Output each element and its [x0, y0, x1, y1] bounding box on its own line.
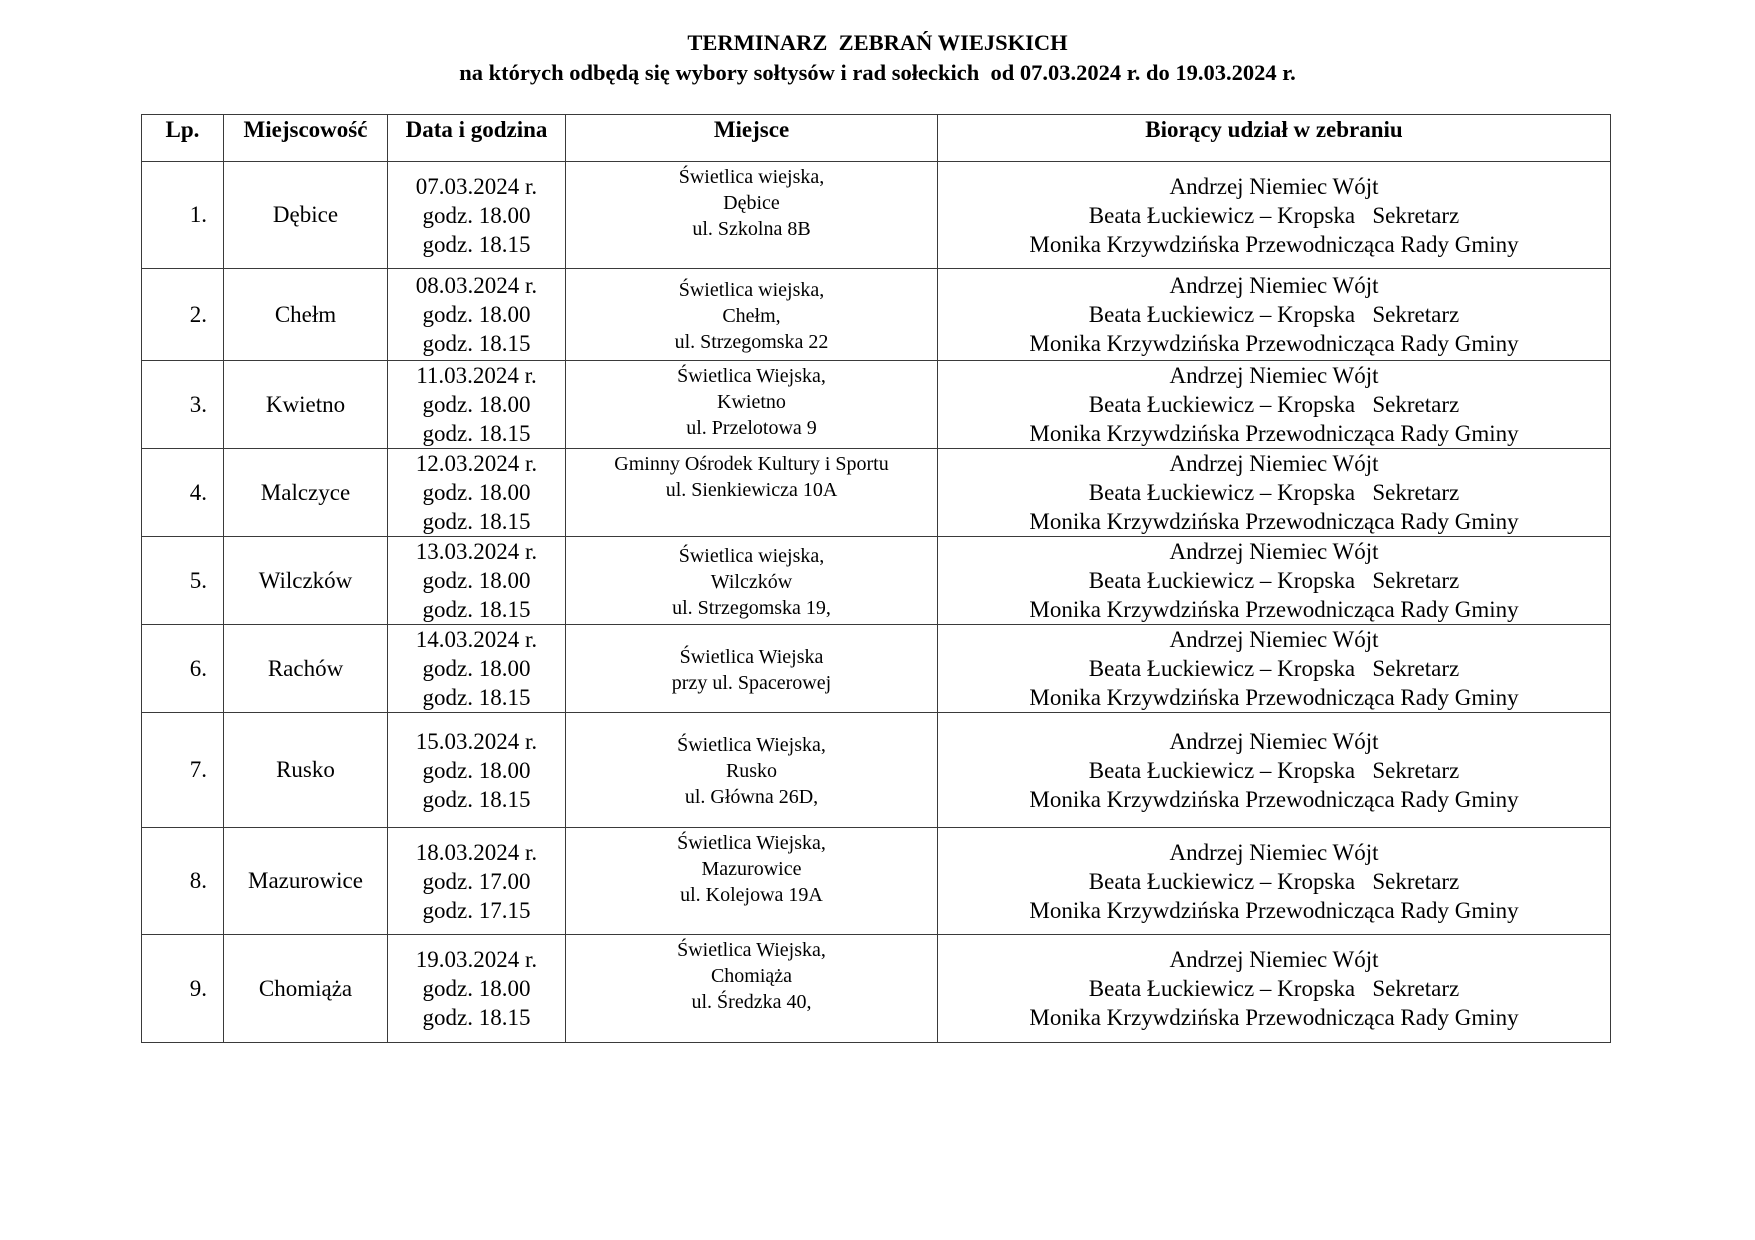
place-line: Gminny Ośrodek Kultury i Sportu	[614, 453, 889, 475]
date-time-line: godz. 17.15	[422, 897, 531, 923]
row-town: Rusko	[224, 713, 388, 828]
row-attendees	[938, 537, 1611, 625]
row-number: 8.	[142, 828, 224, 935]
row-date-time	[388, 713, 566, 828]
header-date: Data i godzina	[388, 115, 566, 162]
table-row	[142, 269, 1611, 361]
place-line: Świetlica Wiejska,	[677, 734, 826, 756]
row-attendees	[938, 162, 1611, 269]
row-town: Wilczków	[224, 537, 388, 625]
date-time-line: godz. 18.00	[422, 757, 531, 783]
row-town: Mazurowice	[224, 828, 388, 935]
date-time-line: godz. 18.15	[422, 421, 531, 446]
place-line: Kwietno	[717, 391, 786, 413]
date-time-line: 12.03.2024 r.	[415, 451, 538, 476]
place-line: Chomiąża	[710, 965, 793, 987]
place-line: Dębice	[723, 192, 780, 214]
row-town: Dębice	[224, 162, 388, 269]
date-time-line: 15.03.2024 r.	[415, 728, 538, 754]
title-line-2: na których odbędą się wybory sołtysów i rad sołeckich od 07.03.2024 r. do 19.03.2024 r.	[459, 60, 1296, 85]
attendee-line: Andrzej Niemiec Wójt	[1169, 363, 1379, 388]
table-row	[142, 625, 1611, 713]
attendee-line: Monika Krzywdzińska Przewodnicząca Rady Gminy	[1029, 509, 1519, 534]
row-number: 1.	[142, 162, 224, 269]
row-date-time	[388, 449, 566, 537]
attendee-line: Monika Krzywdzińska Przewodnicząca Rady Gminy	[1029, 897, 1519, 923]
row-attendees	[938, 449, 1611, 537]
attendee-line: Andrzej Niemiec Wójt	[1169, 839, 1379, 865]
row-date-time	[388, 361, 566, 449]
row-place	[566, 269, 938, 361]
header-attendees: Biorący udział w zebraniu	[938, 115, 1611, 162]
row-number: 3.	[142, 361, 224, 449]
place-line: Świetlica wiejska,	[678, 544, 825, 567]
attendee-line: Monika Krzywdzińska Przewodnicząca Rady Gminy	[1029, 597, 1519, 622]
row-number: 9.	[142, 935, 224, 1043]
row-place	[566, 713, 938, 828]
date-time-line: 11.03.2024 r.	[416, 363, 537, 388]
row-place	[566, 162, 938, 269]
place-line: Świetlica wiejska,	[678, 278, 825, 301]
attendee-line: Beata Łuckiewicz – Kropska Sekretarz	[1088, 392, 1460, 417]
meetings-schedule-table	[141, 114, 1611, 1043]
row-date-time	[388, 537, 566, 625]
date-time-line: godz. 18.15	[422, 685, 531, 710]
attendee-line: Monika Krzywdzińska Przewodnicząca Rady Gminy	[1029, 685, 1519, 710]
row-date-time	[388, 625, 566, 713]
date-time-line: godz. 18.00	[422, 480, 531, 505]
date-time-line: godz. 18.15	[422, 331, 531, 356]
row-town: Kwietno	[224, 361, 388, 449]
attendee-line: Beata Łuckiewicz – Kropska Sekretarz	[1088, 976, 1460, 1001]
row-place	[566, 449, 938, 537]
attendee-line: Beata Łuckiewicz – Kropska Sekretarz	[1088, 757, 1460, 783]
date-time-line: godz. 18.15	[422, 1005, 531, 1030]
attendee-line: Monika Krzywdzińska Przewodnicząca Rady Gminy	[1029, 231, 1519, 257]
table-row	[142, 935, 1611, 1043]
row-attendees	[938, 361, 1611, 449]
place-line: Chełm,	[722, 304, 781, 327]
attendee-line: Andrzej Niemiec Wójt	[1169, 539, 1379, 564]
date-time-line: godz. 18.00	[422, 392, 531, 417]
row-number: 6.	[142, 625, 224, 713]
attendee-line: Monika Krzywdzińska Przewodnicząca Rady Gminy	[1029, 786, 1519, 812]
document-title	[0, 28, 1755, 88]
attendee-line: Beata Łuckiewicz – Kropska Sekretarz	[1088, 302, 1460, 327]
table-body	[142, 162, 1611, 1043]
date-time-line: 13.03.2024 r.	[415, 539, 538, 564]
place-line: ul. Szkolna 8B	[692, 218, 811, 240]
header-lp: Lp.	[142, 115, 224, 162]
row-attendees	[938, 713, 1611, 828]
table-row	[142, 828, 1611, 935]
date-time-line: 08.03.2024 r.	[415, 273, 538, 298]
table-row	[142, 537, 1611, 625]
date-time-line: godz. 18.00	[422, 568, 531, 593]
attendee-line: Andrzej Niemiec Wójt	[1169, 947, 1379, 972]
place-line: Świetlica wiejska,	[678, 166, 825, 188]
date-time-line: godz. 18.15	[422, 509, 531, 534]
place-line: ul. Przelotowa 9	[686, 417, 817, 439]
table-row	[142, 713, 1611, 828]
date-time-line: 14.03.2024 r.	[415, 627, 538, 652]
row-attendees	[938, 935, 1611, 1043]
attendee-line: Andrzej Niemiec Wójt	[1169, 173, 1379, 199]
row-number: 4.	[142, 449, 224, 537]
row-attendees	[938, 625, 1611, 713]
row-date-time	[388, 935, 566, 1043]
row-town: Chomiąża	[224, 935, 388, 1043]
table-row	[142, 361, 1611, 449]
attendee-line: Monika Krzywdzińska Przewodnicząca Rady Gminy	[1029, 421, 1519, 446]
place-line: Mazurowice	[701, 858, 802, 880]
row-date-time	[388, 162, 566, 269]
row-date-time	[388, 269, 566, 361]
table-header-row	[142, 115, 1611, 162]
row-number: 5.	[142, 537, 224, 625]
row-attendees	[938, 828, 1611, 935]
date-time-line: godz. 18.00	[422, 976, 531, 1001]
row-number: 2.	[142, 269, 224, 361]
row-town: Malczyce	[224, 449, 388, 537]
attendee-line: Beata Łuckiewicz – Kropska Sekretarz	[1088, 868, 1460, 894]
row-place	[566, 361, 938, 449]
attendee-line: Andrzej Niemiec Wójt	[1169, 273, 1379, 298]
date-time-line: godz. 18.15	[422, 597, 531, 622]
date-time-line: godz. 18.00	[422, 202, 531, 228]
attendee-line: Beata Łuckiewicz – Kropska Sekretarz	[1088, 568, 1460, 593]
attendee-line: Andrzej Niemiec Wójt	[1169, 728, 1379, 754]
row-place	[566, 935, 938, 1043]
place-line: Świetlica Wiejska	[679, 645, 824, 668]
row-number: 7.	[142, 713, 224, 828]
header-town: Miejscowość	[224, 115, 388, 162]
row-place	[566, 537, 938, 625]
row-date-time	[388, 828, 566, 935]
row-attendees	[938, 269, 1611, 361]
place-line: przy ul. Spacerowej	[671, 671, 832, 694]
date-time-line: godz. 18.00	[422, 302, 531, 327]
place-line: ul. Strzegomska 22	[674, 330, 829, 353]
attendee-line: Beata Łuckiewicz – Kropska Sekretarz	[1088, 656, 1460, 681]
place-line: ul. Strzegomska 19,	[672, 596, 831, 619]
place-line: ul. Główna 26D,	[684, 786, 819, 808]
place-line: Rusko	[725, 760, 778, 782]
date-time-line: 19.03.2024 r.	[415, 947, 538, 972]
place-line: Wilczków	[710, 570, 793, 593]
attendee-line: Andrzej Niemiec Wójt	[1169, 451, 1379, 476]
table-row	[142, 162, 1611, 269]
attendee-line: Andrzej Niemiec Wójt	[1169, 627, 1379, 652]
table-row	[142, 449, 1611, 537]
attendee-line: Beata Łuckiewicz – Kropska Sekretarz	[1088, 202, 1460, 228]
date-time-line: 07.03.2024 r.	[415, 173, 538, 199]
attendee-line: Beata Łuckiewicz – Kropska Sekretarz	[1088, 480, 1460, 505]
date-time-line: godz. 18.15	[422, 786, 531, 812]
place-line: Świetlica Wiejska,	[677, 939, 826, 961]
row-place	[566, 828, 938, 935]
row-town: Chełm	[224, 269, 388, 361]
date-time-line: godz. 17.00	[422, 868, 531, 894]
place-line: ul. Kolejowa 19A	[680, 884, 823, 906]
title-line-1: TERMINARZ ZEBRAŃ WIEJSKICH	[687, 30, 1068, 55]
date-time-line: godz. 18.15	[422, 231, 531, 257]
row-town: Rachów	[224, 625, 388, 713]
attendee-line: Monika Krzywdzińska Przewodnicząca Rady Gminy	[1029, 1005, 1519, 1030]
date-time-line: 18.03.2024 r.	[415, 839, 538, 865]
place-line: Świetlica Wiejska,	[677, 832, 826, 854]
header-place: Miejsce	[566, 115, 938, 162]
place-line: Świetlica Wiejska,	[677, 365, 826, 387]
place-line: ul. Średzka 40,	[691, 991, 812, 1013]
place-line: ul. Sienkiewicza 10A	[665, 479, 838, 501]
row-place	[566, 625, 938, 713]
date-time-line: godz. 18.00	[422, 656, 531, 681]
attendee-line: Monika Krzywdzińska Przewodnicząca Rady Gminy	[1029, 331, 1519, 356]
